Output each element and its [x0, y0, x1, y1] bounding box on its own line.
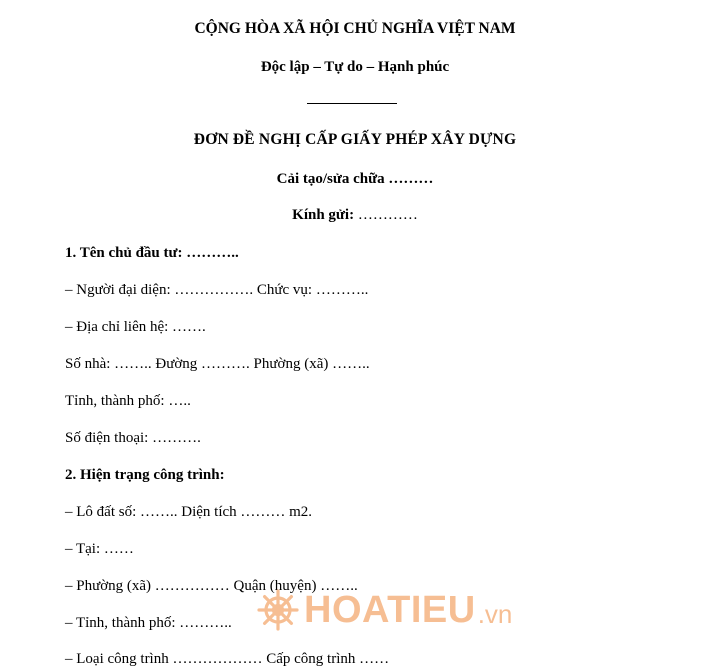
street-address-field: Số nhà: …….. Đường ………. Phường (xã) …….. — [65, 356, 370, 372]
project-type-field: – Loại công trình ……………… Cấp công trình …… — [65, 651, 390, 667]
project-province-field: – Tỉnh, thành phố: ……….. — [65, 615, 232, 631]
watermark — [256, 585, 512, 635]
section-2-heading: 2. Hiện trạng công trình: — [65, 467, 225, 483]
representative-field: – Người đại diện: ……………. Chức vụ: ……….. — [65, 282, 369, 298]
watermark-brand: HOATIEU — [304, 589, 476, 631]
document-subtitle: Cải tạo/sửa chữa ……… — [276, 171, 434, 187]
location-field: – Tại: …… — [65, 541, 134, 557]
province-field: Tỉnh, thành phố: ….. — [65, 393, 191, 409]
nation-heading: CỘNG HÒA XÃ HỘI CHỦ NGHĨA VIỆT NAM — [194, 20, 516, 37]
lot-field: – Lô đất số: …….. Diện tích ……… m2. — [65, 504, 313, 520]
watermark-suffix: .vn — [477, 599, 513, 629]
contact-address-field: – Địa chỉ liên hệ: ……. — [65, 319, 206, 335]
recipient-line — [0, 206, 710, 224]
recipient-label: Kính gửi: — [292, 207, 355, 223]
header-divider — [307, 103, 397, 104]
section-1-heading: 1. Tên chủ đầu tư: ……….. — [65, 245, 239, 261]
phone-field: Số điện thoại: ………. — [65, 430, 201, 446]
document-title: ĐƠN ĐỀ NGHỊ CẤP GIẤY PHÉP XÂY DỰNG — [193, 131, 517, 148]
ward-district-field: – Phường (xã) …………… Quận (huyện) …….. — [65, 578, 358, 594]
recipient-value: ………… — [354, 207, 418, 223]
national-motto: Độc lập – Tự do – Hạnh phúc — [260, 59, 450, 75]
ship-wheel-icon — [256, 588, 300, 632]
